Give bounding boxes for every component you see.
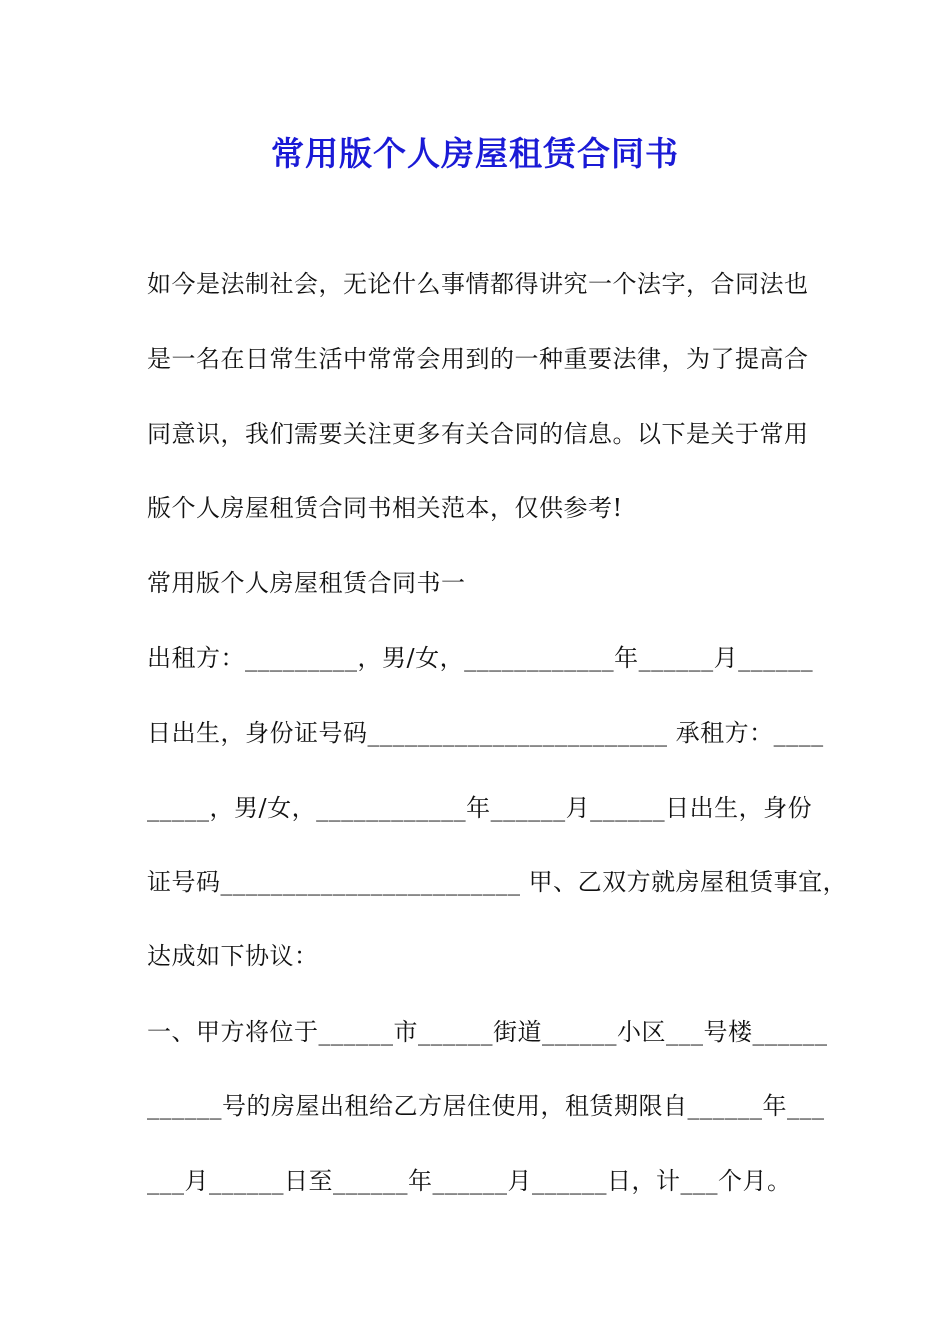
agreement-line: 达成如下协议： [147, 942, 319, 970]
intro-line-1: 如今是法制社会，无论什么事情都得讲究一个法字，合同法也 [147, 270, 809, 298]
clause-1-line-2: ______号的房屋出租给乙方居住使用，租赁期限自______年___ [147, 1092, 825, 1120]
contract-title: 常用版个人房屋租赁合同书 [271, 134, 679, 173]
clause-1-line-1: 一、甲方将位于______市______街道______小区___号楼______ [147, 1018, 828, 1046]
intro-line-2: 是一名在日常生活中常常会用到的一种重要法律，为了提高合 [147, 345, 809, 373]
clause-1-line-3: ___月______日至______年______月______日，计___个月。 [147, 1167, 792, 1195]
intro-line-3: 同意识，我们需要关注更多有关合同的信息。以下是关于常用 [147, 420, 809, 448]
lessee-line: _____，男/女，____________年______月______日出生，身份 [147, 794, 813, 822]
lessor-id-line: 日出生，身份证号码________________________ 承租方：____ [147, 719, 824, 747]
section-heading: 常用版个人房屋租赁合同书一 [147, 569, 466, 597]
lessor-line: 出租方：_________，男/女，____________年______月______ [147, 644, 814, 672]
intro-line-4: 版个人房屋租赁合同书相关范本，仅供参考! [147, 494, 623, 522]
lessee-id-line: 证号码________________________ 甲、乙双方就房屋租赁事宜， [147, 868, 848, 896]
